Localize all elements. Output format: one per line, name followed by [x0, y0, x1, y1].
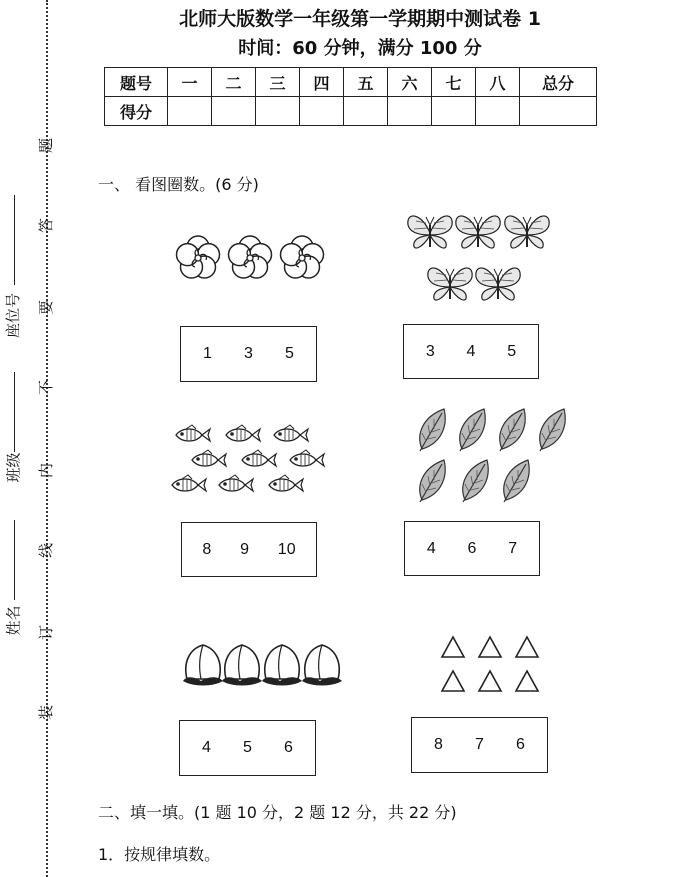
- seal-char: 答: [37, 217, 56, 234]
- peach-icons: [178, 640, 348, 690]
- answer-option[interactable]: 6: [284, 739, 293, 756]
- answer-box-q2: [403, 324, 539, 379]
- answer-option[interactable]: 6: [467, 539, 477, 557]
- seal-char: 内: [37, 462, 56, 479]
- answer-box-q6: [411, 717, 548, 773]
- butterfly-icons: [405, 205, 555, 315]
- class-label: 班级: [4, 452, 23, 483]
- answer-box-q4: [404, 521, 540, 576]
- score-table-score-row: [105, 97, 597, 126]
- answer-option[interactable]: 4: [202, 739, 211, 756]
- score-input-cell[interactable]: [256, 97, 300, 126]
- seal-char: 题: [37, 137, 56, 154]
- answer-option[interactable]: 5: [285, 345, 294, 362]
- answer-option[interactable]: 1: [203, 345, 212, 362]
- score-header-cell: 三: [256, 68, 300, 97]
- section2-q1-prompt: 1．按规律填数。: [98, 845, 221, 864]
- seat-label: 座位号: [4, 292, 23, 339]
- score-row-label: 得分: [105, 97, 168, 126]
- name-blank: [14, 520, 15, 600]
- binding-dotted-line: [46, 0, 48, 877]
- section1-title: 一、 看图圈数。(6 分): [98, 175, 259, 194]
- answer-option[interactable]: 6: [516, 736, 525, 753]
- score-header-cell: 一: [168, 68, 212, 97]
- score-input-cell[interactable]: [520, 97, 597, 126]
- score-header-cell: 四: [300, 68, 344, 97]
- score-header-cell: 六: [388, 68, 432, 97]
- score-input-cell[interactable]: [432, 97, 476, 126]
- answer-option[interactable]: 4: [466, 342, 476, 360]
- score-input-cell[interactable]: [212, 97, 256, 126]
- answer-option[interactable]: 8: [202, 540, 212, 558]
- answer-option[interactable]: 7: [508, 539, 518, 557]
- score-header-cell: 总分: [520, 68, 597, 97]
- flower-icons: [170, 230, 330, 286]
- answer-option[interactable]: 5: [243, 739, 252, 756]
- exam-title: 北师大版数学一年级第一学期期中测试卷 1: [179, 8, 541, 30]
- answer-box-q3: [181, 522, 317, 577]
- class-blank: [14, 372, 15, 452]
- score-header-cell: 八: [476, 68, 520, 97]
- seal-char: 线: [37, 542, 56, 559]
- seat-blank: [14, 195, 15, 285]
- seal-char: 装: [37, 704, 56, 721]
- fish-icons: [168, 420, 328, 502]
- exam-subtitle: 时间：60 分钟，满分 100 分: [238, 38, 482, 59]
- score-table: [104, 67, 597, 126]
- leaf-icons: [410, 405, 575, 505]
- score-header-cell: 七: [432, 68, 476, 97]
- score-header-cell: 题号: [105, 68, 168, 97]
- answer-option[interactable]: 7: [475, 736, 484, 753]
- triangle-icons: [438, 633, 548, 695]
- seal-char: 要: [37, 299, 56, 316]
- answer-box-q5: [179, 720, 316, 776]
- score-table-header-row: [105, 68, 597, 97]
- answer-option[interactable]: 5: [507, 342, 517, 360]
- name-label: 姓名: [4, 605, 23, 636]
- answer-box-q1: [180, 326, 317, 382]
- score-header-cell: 二: [212, 68, 256, 97]
- score-input-cell[interactable]: [476, 97, 520, 126]
- score-input-cell[interactable]: [168, 97, 212, 126]
- answer-option[interactable]: 4: [426, 539, 436, 557]
- answer-option[interactable]: 8: [434, 736, 443, 753]
- section2-title: 二、填一填。(1 题 10 分，2 题 12 分，共 22 分): [98, 803, 457, 822]
- seal-char: 不: [37, 379, 56, 396]
- score-input-cell[interactable]: [300, 97, 344, 126]
- score-input-cell[interactable]: [388, 97, 432, 126]
- seal-char: 订: [37, 624, 56, 641]
- answer-option[interactable]: 9: [240, 540, 249, 558]
- answer-option[interactable]: 3: [244, 345, 253, 362]
- score-input-cell[interactable]: [344, 97, 388, 126]
- score-header-cell: 五: [344, 68, 388, 97]
- answer-option[interactable]: 10: [277, 540, 296, 558]
- answer-option[interactable]: 3: [425, 342, 435, 360]
